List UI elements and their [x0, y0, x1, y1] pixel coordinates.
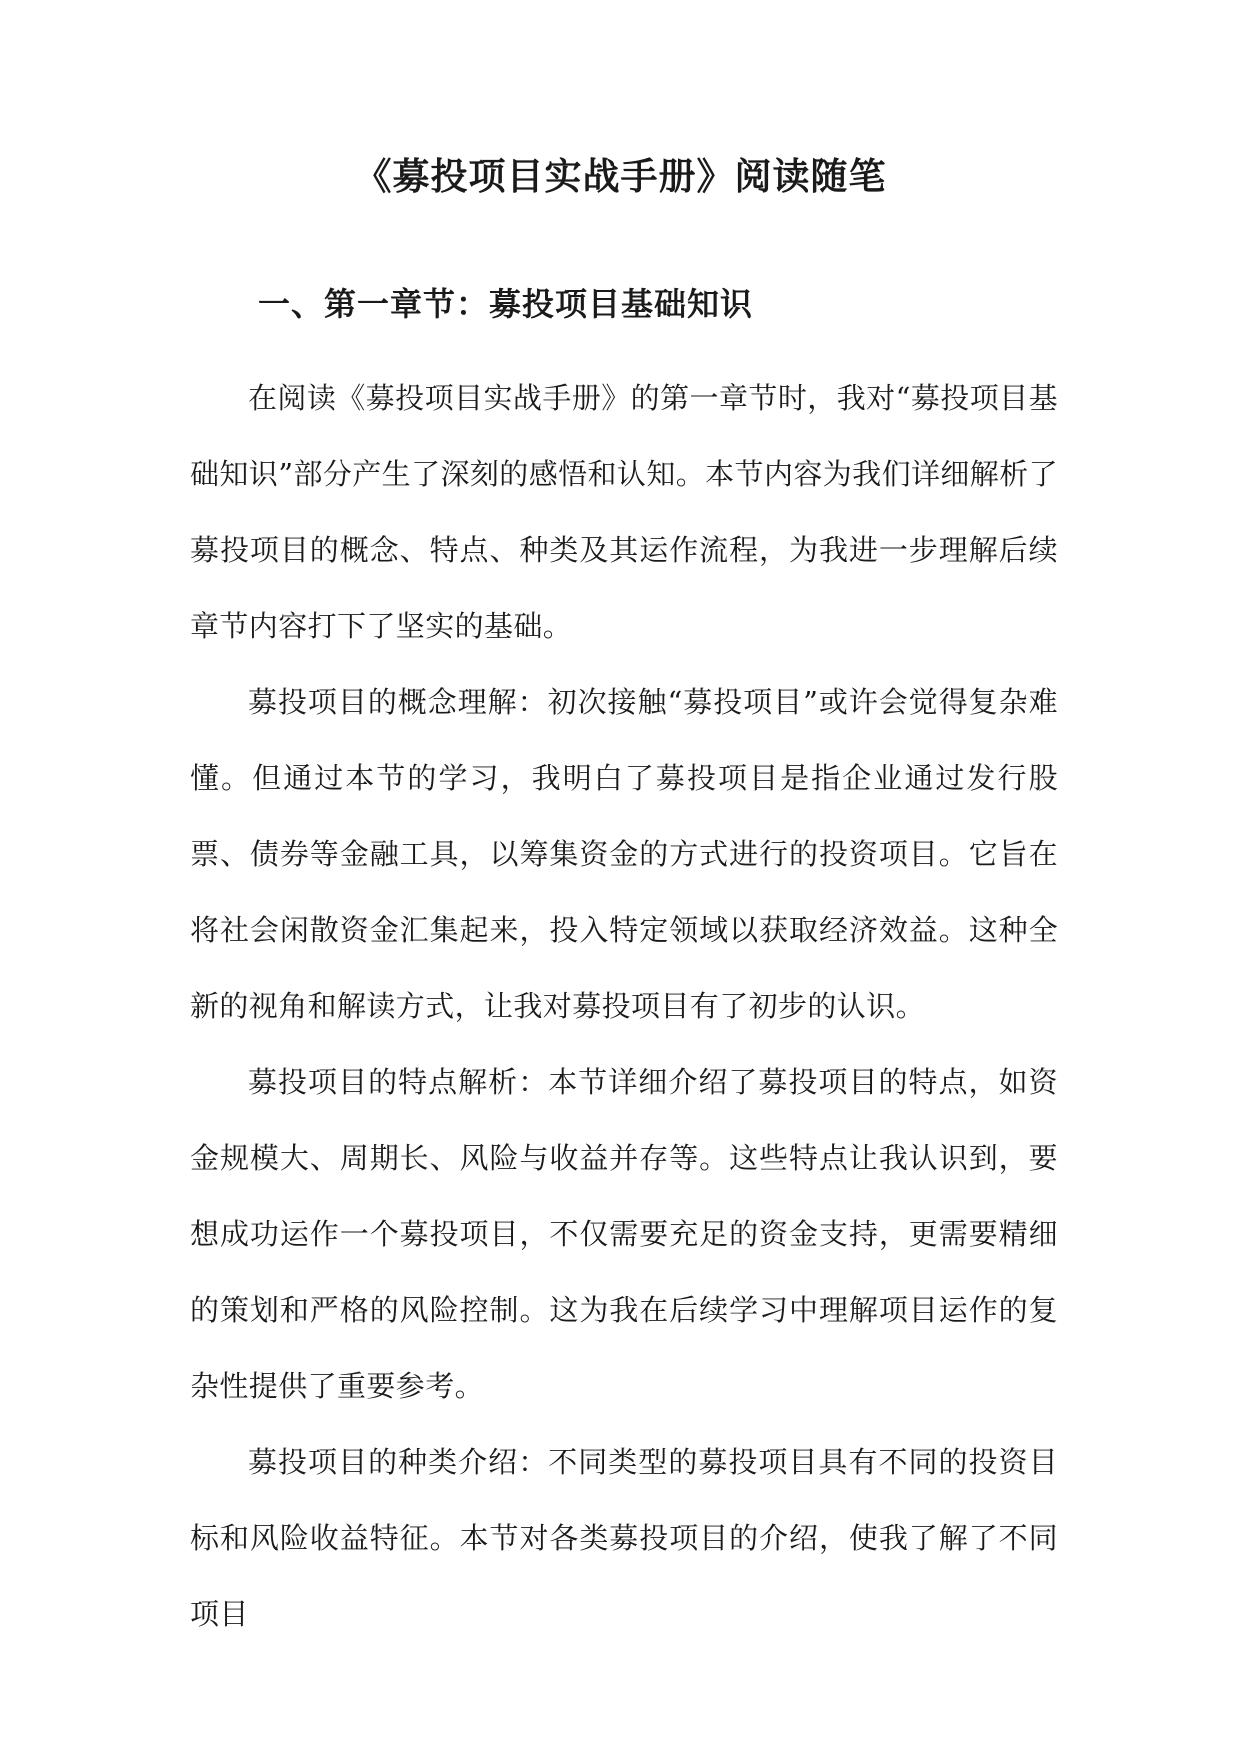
section-heading: 一、第一章节：募投项目基础知识 — [258, 285, 754, 323]
paragraph-4: 募投项目的种类介绍：不同类型的募投项目具有不同的投资目标和风险收益特征。本节对各类募投项目的介绍，使我了解了不同项目 — [190, 1445, 1058, 1631]
document-body — [190, 360, 1058, 1652]
paragraph-2: 募投项目的概念理解：初次接触“募投项目”或许会觉得复杂难懂。但通过本节的学习，我明白了募投项目是指企业通过发行股票、债券等金融工具，以筹集资金的方式进行的投资项目。它旨在将社会闲散资金汇集起来，投入特定领域以获取经济效益。这种全新的视角和解读方式，让我对募投项目有了初步的认识。 — [190, 685, 1058, 1023]
document-title: 《募投项目实战手册》阅读随笔 — [354, 154, 887, 198]
paragraph-1: 在阅读《募投项目实战手册》的第一章节时，我对“募投项目基础知识”部分产生了深刻的感悟和认知。本节内容为我们详细解析了募投项目的概念、特点、种类及其运作流程，为我进一步理解后续章节内容打下了坚实的基础。 — [190, 381, 1058, 643]
paragraph-3: 募投项目的特点解析：本节详细介绍了募投项目的特点，如资金规模大、周期长、风险与收益并存等。这些特点让我认识到，要想成功运作一个募投项目，不仅需要充足的资金支持，更需要精细的策划和严格的风险控制。这为我在后续学习中理解项目运作的复杂性提供了重要参考。 — [190, 1065, 1058, 1403]
